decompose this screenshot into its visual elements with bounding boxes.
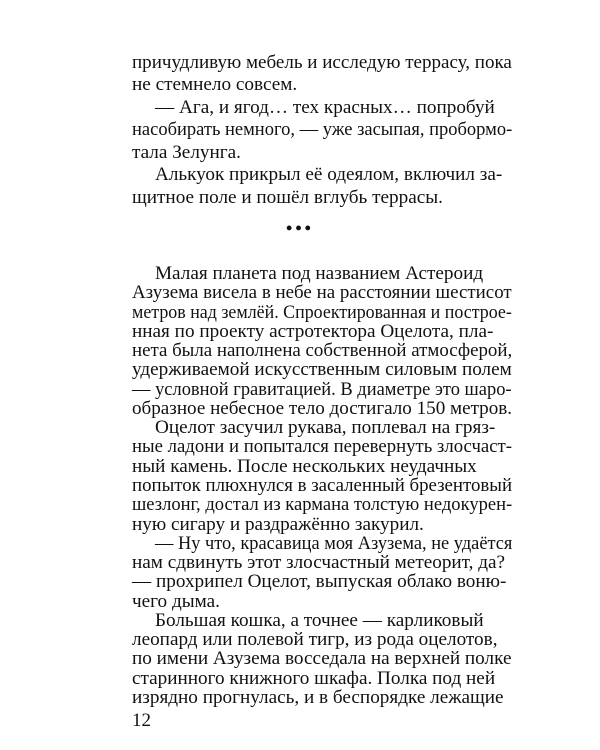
text-line: не стемнело совсем. [132,74,298,95]
text-line: Оцелот засучил рукава, поплевал на гряз- [155,417,496,439]
text-line: Большая кошка, а точнее — карликовый [155,609,484,631]
text-line: по имени Азузема восседала на верхней полке [132,648,512,670]
text-line: насобирать немного, — уже засыпая, пробормо- [132,119,513,140]
text-line: ные ладони и попытался перевернуть злосчаст- [132,436,512,458]
text-line: щитное поле и пошёл вглубь террасы. [132,187,443,208]
text-line: метров над землёй. Спроектированная и построе- [132,301,512,323]
text-line: леопард или полевой тигр, из рода оцелотов, [132,629,498,651]
text-line: — Ну что, красавица моя Азузема, не удаётся [155,532,513,554]
text-line: — Ага, и ягод… тех красных… попробуй [155,97,495,118]
text-line: — прохрипел Оцелот, выпуская облако воню- [132,571,507,593]
text-line: ный камень. После нескольких неудачных [132,455,477,477]
text-line: Малая планета под названием Астероид [155,263,484,284]
text-line: удерживаемой искусственным силовым полем [132,359,512,381]
text-line: ную сигару и раздражённо закурил. [132,513,424,535]
text-line: нам сдвинуть этот злосчастный метеорит, да? [132,552,506,574]
text-line: чего дыма. [132,590,220,612]
text-line: причудливую мебель и исследую террасу, пока [132,52,512,73]
text-line: Азузема висела в небе на расстоянии шестисот [132,282,512,304]
text-line: — условной гравитацией. В диаметре это шаро- [132,378,512,400]
text-line: попыток плюхнулся в засаленный брезентовый [132,475,513,496]
text-line: образное небесное тело достигало 150 метров. [132,397,513,419]
text-line: Алькуок прикрыл её одеялом, включил за- [155,164,503,185]
text-line: шезлонг, достал из кармана толстую недокурен- [132,494,513,516]
text-line: тала Зелунга. [132,142,241,163]
text-line: нета была наполнена собственной атмосферой, [132,340,513,362]
text-line: старинного книжного шкафа. Полка под ней [132,667,496,689]
text-line: нная по проекту астротектора Оцелота, пла- [132,320,494,342]
page-number: 12 [132,710,151,731]
text-line: изрядно прогнулась, и в беспорядке лежащие [132,687,504,708]
section-separator: ••• [286,218,314,238]
